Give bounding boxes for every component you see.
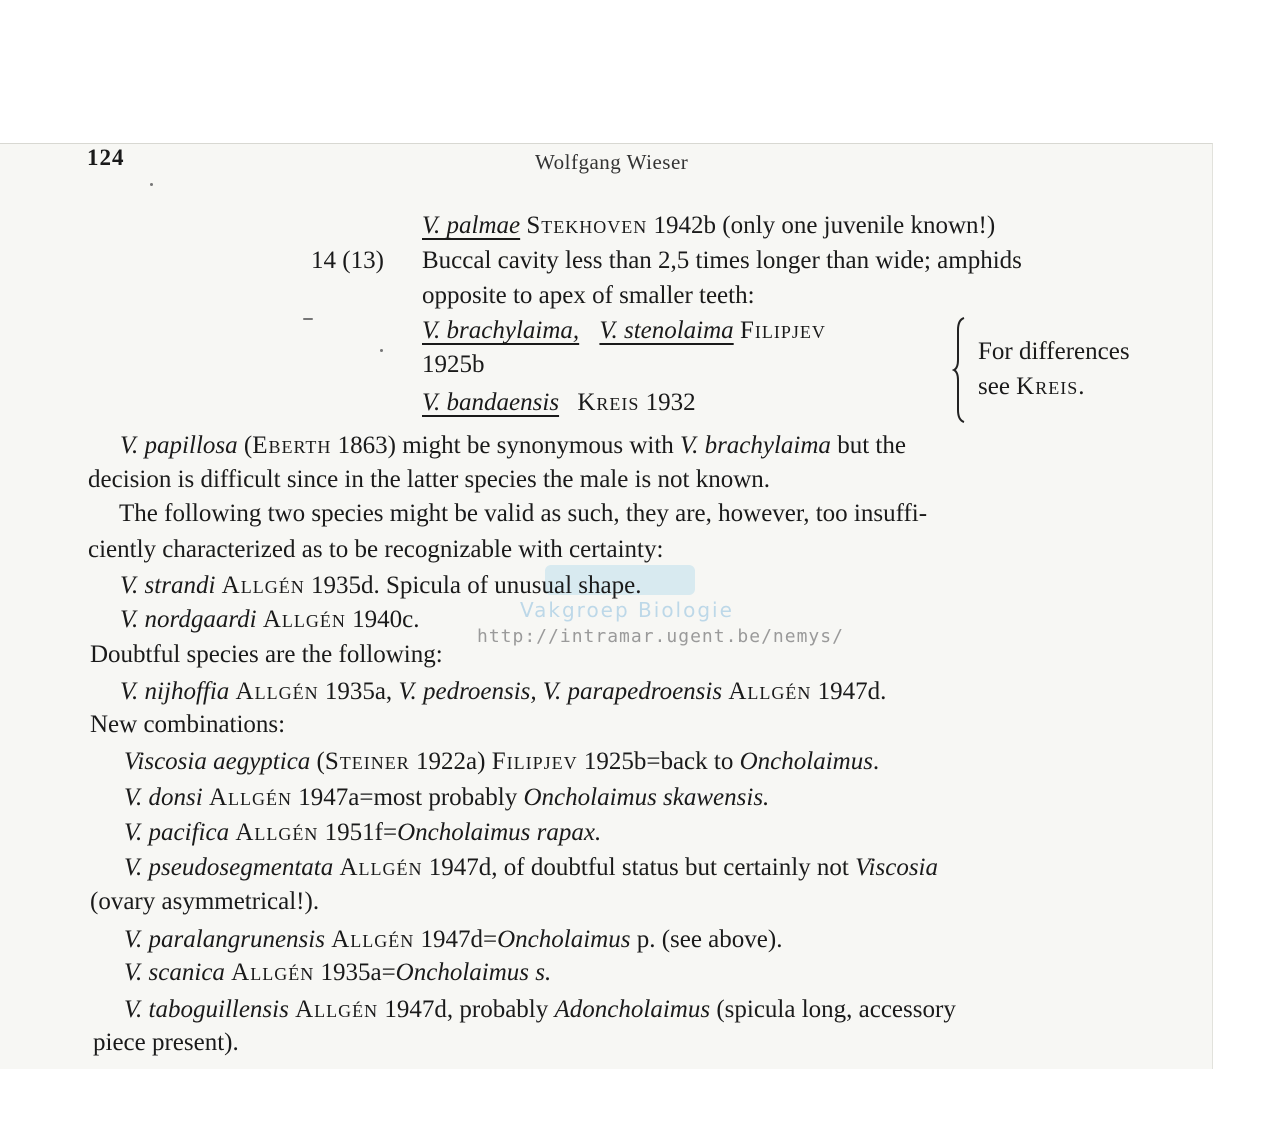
entry-pacifica: V. pacifica Allgén 1951f=Oncholaimus rapax. <box>124 819 602 846</box>
key-line-palmae: V. palmae Stekhoven 1942b (only one juvenile known!) <box>422 212 996 239</box>
entry-pseudosegmentata: V. pseudosegmentata Allgén 1947d, of doubtful status but certainly not Viscosia <box>124 854 939 881</box>
species-name: V. stenolaima <box>599 317 734 344</box>
brace-note-line2: see Kreis. <box>978 373 1086 400</box>
entry-nijhoffia: V. nijhoffia Allgén 1935a, V. pedroensis, V. parapedroensis Allgén 1947d. <box>120 678 887 705</box>
entry-aegyptica: Viscosia aegyptica (Steiner 1922a) Filipjev 1925b=back to Oncholaimus. <box>124 748 880 775</box>
watermark-label: Vakgroep Biologie <box>520 598 734 622</box>
paragraph-valid-line2: ciently characterized as to be recognizable with certainty: <box>88 536 664 563</box>
heading-doubtful: Doubtful species are the following: <box>90 641 443 668</box>
key-line-bandaensis: V. bandaensis Kreis 1932 <box>422 389 696 416</box>
entry-strandi: V. strandi Allgén 1935d. Spicula of unusual shape. <box>120 572 642 599</box>
paragraph-papillosa: V. papillosa (Eberth 1863) might be synonymous with V. brachylaima but the <box>120 432 906 459</box>
couplet-text-line1: Buccal cavity less than 2,5 times longer than wide; amphids <box>422 247 1022 274</box>
paragraph-papillosa-line2: decision is difficult since in the latter species the male is not known. <box>88 466 771 493</box>
brace-icon <box>952 316 972 424</box>
scan-speck <box>150 183 153 186</box>
entry-scanica: V. scanica Allgén 1935a=Oncholaimus s. <box>124 959 552 986</box>
key-line-brachylaima <box>422 316 826 346</box>
paragraph-valid-line1: The following two species might be valid as such, they are, however, too insuffi- <box>119 500 928 527</box>
species-name: V. brachylaima, <box>422 317 580 344</box>
key-year: 1925b <box>422 351 485 378</box>
couplet-number: 14 (13) <box>311 247 384 274</box>
heading-new-combinations: New combinations: <box>90 711 286 738</box>
entry-taboguillensis: V. taboguillensis Allgén 1947d, probably Adoncholaimus (spicula long, accessory <box>124 996 956 1023</box>
species-name: V. palmae <box>422 212 521 239</box>
entry-pseudosegmentata-line2: (ovary asymmetrical!). <box>90 888 320 915</box>
entry-paralangrunensis: V. paralangrunensis Allgén 1947d=Oncholaimus p. (see above). <box>124 926 783 953</box>
running-head: Wolfgang Wieser <box>535 150 689 174</box>
entry-nordgaardi: V. nordgaardi Allgén 1940c. <box>120 606 420 633</box>
couplet-text-line2: opposite to apex of smaller teeth: <box>422 282 755 309</box>
author-name: Stekhoven <box>526 212 648 239</box>
author-name: Kreis. <box>1016 373 1086 400</box>
watermark-url: http://intramar.ugent.be/nemys/ <box>477 626 844 647</box>
scan-speck <box>303 318 313 320</box>
scan-speck <box>380 349 383 352</box>
entry-donsi: V. donsi Allgén 1947a=most probably Oncholaimus skawensis. <box>124 784 770 811</box>
brace-note-line1: For differences <box>978 338 1130 365</box>
page-number: 124 <box>87 145 125 170</box>
author-name: Kreis <box>577 389 640 416</box>
author-name: Filipjev <box>739 317 826 344</box>
entry-taboguillensis-line2: piece present). <box>93 1029 239 1056</box>
species-name: V. bandaensis <box>422 389 560 416</box>
